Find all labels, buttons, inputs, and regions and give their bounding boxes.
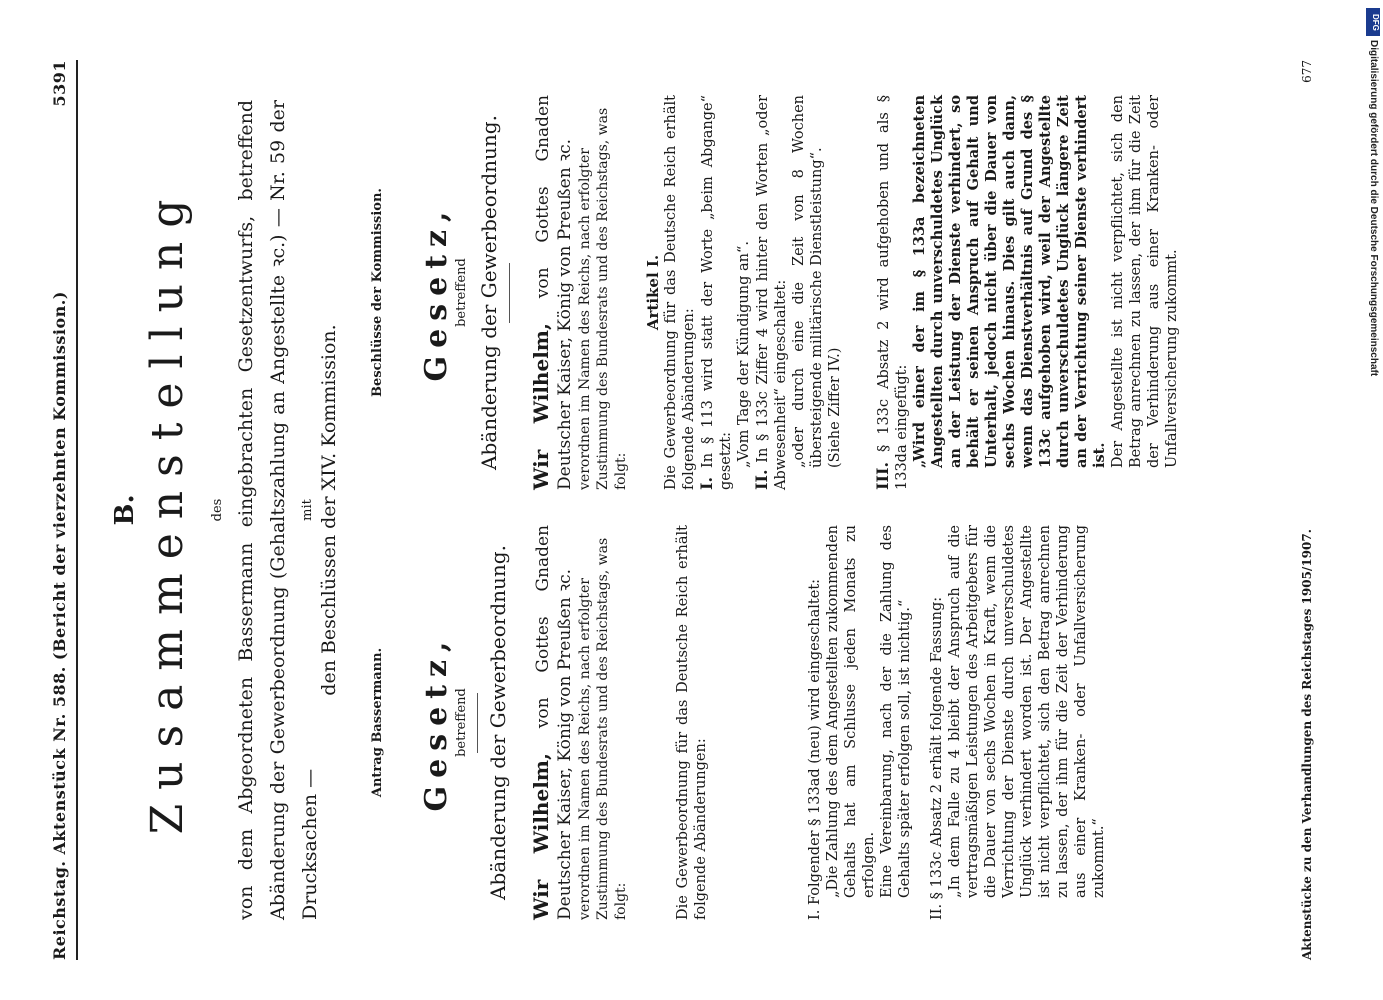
footer-source: Aktenstücke zu den Verhandlungen des Reichstages 1905/1907. <box>1300 529 1314 960</box>
right-enacting-formula <box>530 95 576 490</box>
left-item-1-head: I. Folgender § 133ad (neu) wird eingeschaltet: <box>807 578 823 920</box>
right-gesetz-heading: Gesetz, <box>419 203 454 382</box>
left-item-2-text: „In dem Falle zu 4 bleibt der Anspruch auf die vertragsmäßigen Leistungen des Arbeitgebers für die Dauer von sechs Wochen in Kraft, wenn die Verrichtung der Dienste durch unverschuldetes Unglück verhindert worden ist. Der Angestellte ist nicht verpflichtet, sich den Betrag anrechnen zu lassen, der ihm für die Zeit der Verhinderung aus einer Kranken- oder Unfallversicherung zukommt.“ <box>947 525 1107 898</box>
left-item-2-head: II. § 133c Absatz 2 erhält folgende Fassung: <box>929 596 945 920</box>
header-rule <box>76 60 78 960</box>
right-item-1 <box>698 95 735 490</box>
rotated-document-page <box>50 60 1340 960</box>
right-item-1-text: In § 113 wird statt der Worte „beim Abgange“ gesetzt: <box>700 95 734 490</box>
right-verordnen: verordnen im Namen des Reichs, nach erfolgter Zustimmung des Bundesrats und des Reichstags, was folgt: <box>577 107 629 490</box>
page-header <box>50 60 69 960</box>
right-item-2 <box>753 95 790 490</box>
right-item-3-head: § 133c Absatz 2 wird aufgehoben und als § 133da eingefügt: <box>876 95 910 490</box>
right-item-3-text: Der Angestellte ist nicht verpflichtet, sich den Betrag anrechnen zu lassen, der ihm für die Zeit der Verhinderung aus einer Kranken- oder Unfallversicherung zukommt. <box>1110 95 1180 468</box>
dfg-credit: Digitalisierung gefördert durch die Deutsche Forschungsgemeinschaft <box>1368 40 1379 377</box>
right-artikel-heading: Artikel I. <box>644 254 662 331</box>
right-intro-paragraph: Die Gewerbeordnung für das Deutsche Reich erhält folgende Abänderungen: <box>663 95 697 490</box>
left-verordnen: verordnen im Namen des Reichs, nach erfolgter Zustimmung des Bundesrats und des Reichstags, was folgt: <box>577 537 629 920</box>
left-wir-name: Wir Wilhelm, <box>529 753 553 920</box>
title-mit: mit <box>300 499 315 521</box>
right-wir-name: Wir Wilhelm, <box>529 323 553 490</box>
footer-number: 677 <box>1300 60 1314 83</box>
section-letter: B. <box>110 494 140 526</box>
right-item-2-number: II. <box>752 469 771 490</box>
dfg-logo: DFG <box>1366 8 1380 36</box>
title-intro-commission: den Beschlüssen der XIV. Kommission. <box>318 324 340 696</box>
right-item-2-note: (Siehe Ziffer IV.) <box>827 347 843 468</box>
left-column <box>370 525 1108 920</box>
right-betreffend: betreffend <box>454 258 469 327</box>
right-item-3 <box>874 95 911 490</box>
left-subject: Abänderung der Gewerbeordnung. <box>486 545 510 900</box>
title-intro: von dem Abgeordneten Bassermann eingebrachten Gesetzentwurfs, betreffend Abänderung der Gewerbeordnung (Gehaltszahlung an Angestellte ꝛc.) — Nr. 59 der Drucksachen — <box>235 100 321 920</box>
document-title: Zusammenstellung <box>142 185 193 835</box>
page-number: 5391 <box>50 60 69 107</box>
right-item-1-number: I. <box>697 476 716 490</box>
title-des: des <box>210 498 225 522</box>
header-title: Reichstag. Aktenstück Nr. 588. (Bericht der vierzehnten Kommission.) <box>50 291 69 960</box>
right-column-heading: Beschlüsse der Kommission. <box>370 188 385 397</box>
right-item-3-number: III. <box>873 461 892 490</box>
left-item-1-text-2: Eine Vereinbarung, nach der die Zahlung des Gehalts später erfolgen soll, ist nichtig.“ <box>879 525 913 898</box>
left-column-heading: Antrag Bassermann. <box>370 647 385 798</box>
left-gesetz-heading: Gesetz, <box>419 633 454 812</box>
right-item-3-bold-text: „Wird einer der im § 133a bezeichneten Angestellten durch unverschuldetes Unglück an der Leistung der Dienste verhindert, so behält er seinen Anspruch auf Gehalt und Unterhalt, jedoch nicht über die Dauer von sechs Wochen hinaus. Dies gilt auch dann, wenn das Dienstverhältnis auf Grund des § 133c aufgehoben wird, weil der Angestellte durch unverschuldetes Unglück längere Zeit an der Verrichtung seiner Dienste verhindert ist. <box>911 95 1108 468</box>
right-item-2-quote: „oder durch eine die Zeit von 8 Wochen übersteigende militärische Dienstleistung“. <box>791 95 825 468</box>
left-intro-paragraph: Die Gewerbeordnung für das Deutsche Reich erhält folgende Abänderungen: <box>675 525 709 920</box>
right-item-2-text: In § 133c Ziffer 4 wird hinter den Worten „oder Abwesenheit“ eingeschaltet: <box>755 95 789 490</box>
right-wir-rest: von Gottes Gnaden Deutscher Kaiser, König von Preußen ꝛc. <box>533 95 575 490</box>
left-betreffend: betreffend <box>454 688 469 757</box>
left-enacting-formula <box>530 525 576 920</box>
left-wir-rest: von Gottes Gnaden Deutscher Kaiser, König von Preußen ꝛc. <box>533 525 575 920</box>
left-item-1-text: „Die Zahlung des dem Angestellten zukommenden Gehalts hat am Schlusse jeden Monats zu erfolgen. <box>825 525 877 898</box>
right-column <box>370 95 1181 490</box>
right-item-1-quote: „Vom Tage der Kündigung an“. <box>736 241 752 468</box>
right-subject: Abänderung der Gewerbeordnung. <box>477 115 501 470</box>
